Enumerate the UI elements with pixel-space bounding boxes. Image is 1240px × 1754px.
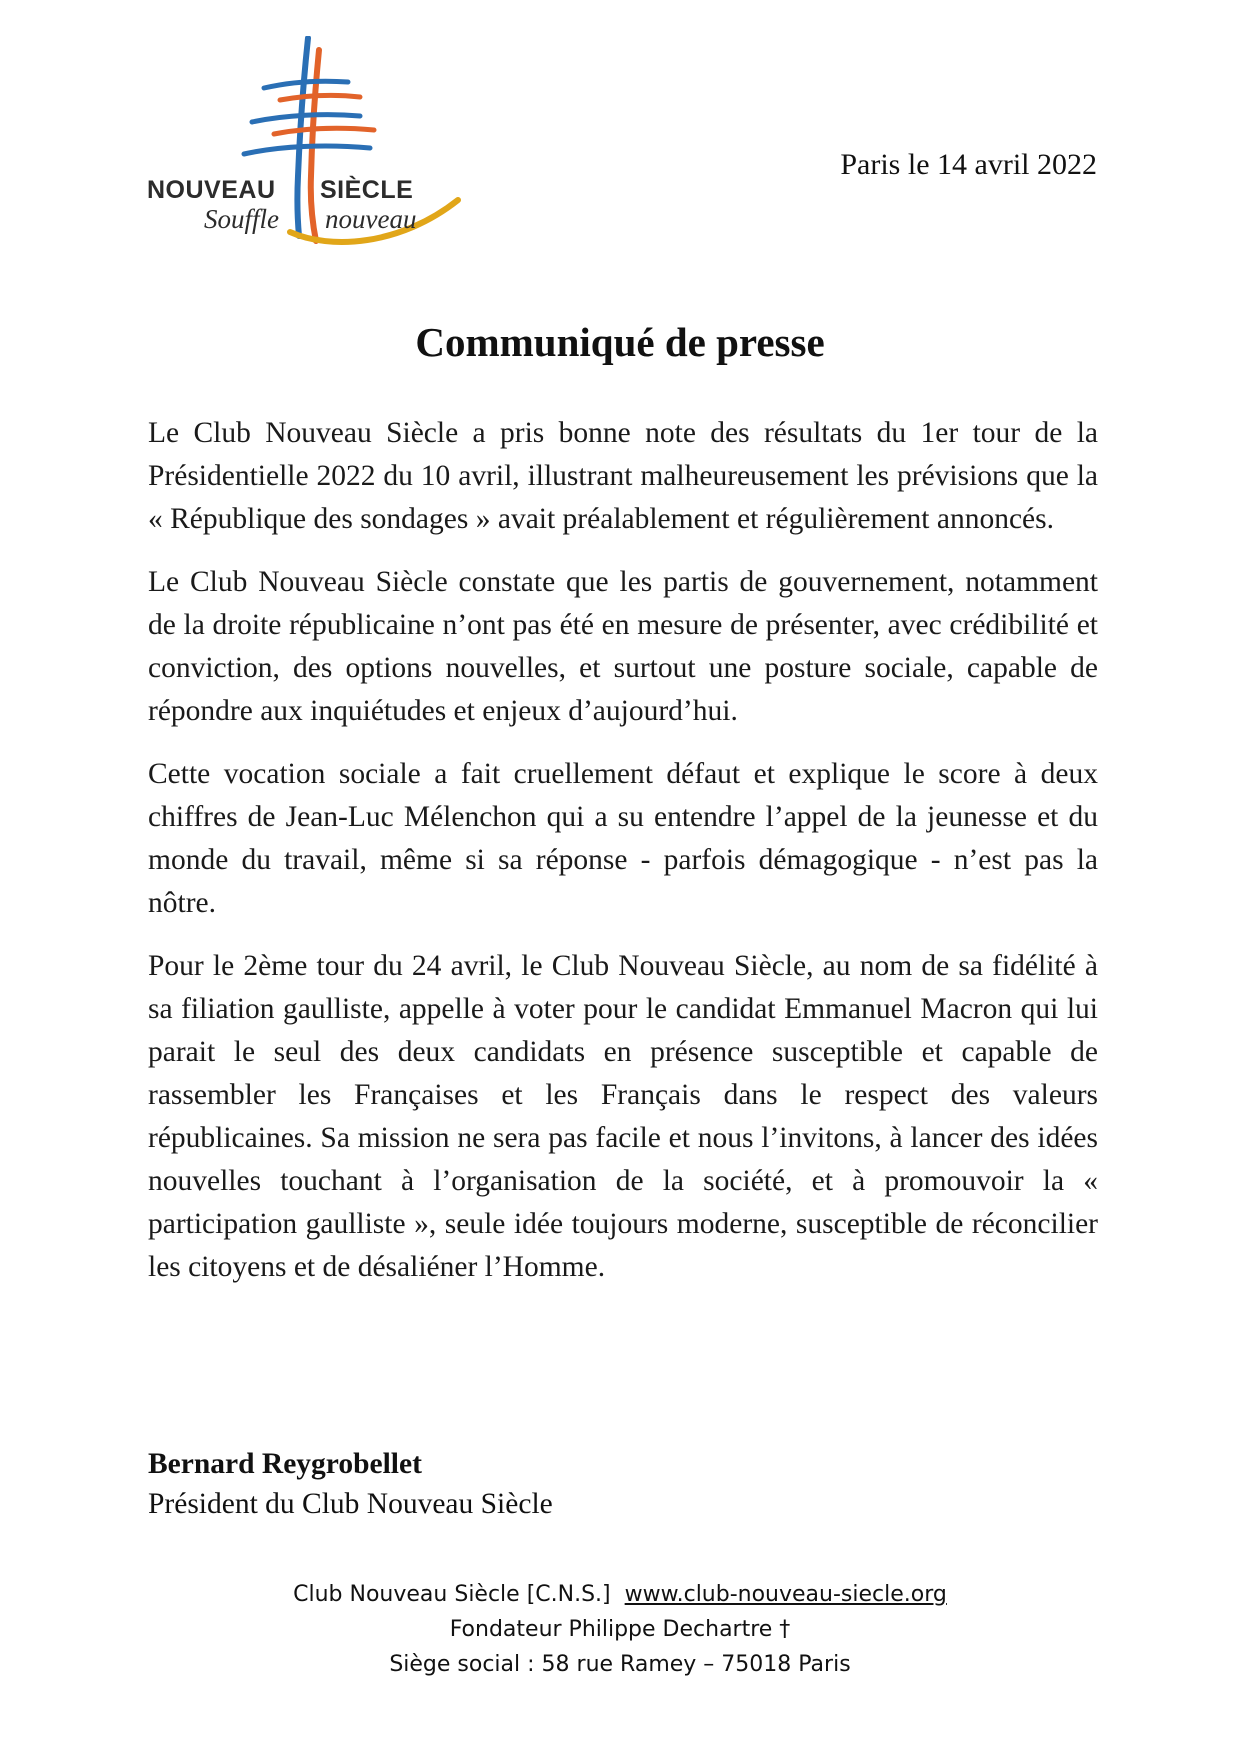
footer-org-line [0,1577,1240,1612]
logo-word-nouveau: NOUVEAU [147,176,276,204]
footer-org-name: Club Nouveau Siècle [C.N.S.] [293,1582,611,1607]
document-date: Paris le 14 avril 2022 [840,148,1097,181]
footer-address: Siège social : 58 rue Ramey – 75018 Paris [389,1652,851,1677]
paragraph-1: Le Club Nouveau Siècle a pris bonne note des résultats du 1er tour de la Présidentielle 2022 du 10 avril, illustrant malheureusement les prévisions que la « République des sondages » avait préalablement et régulièrement annoncés. [148,417,1098,535]
club-logo [140,36,490,256]
paragraph-4: Pour le 2ème tour du 24 avril, le Club Nouveau Siècle, au nom de sa fidélité à sa filiation gaulliste, appelle à voter pour le candidat Emmanuel Macron qui lui parait le seul des deux candidats en présence susceptible et capable de rassembler les Françaises et les Français dans le respect des valeurs républicaines. Sa mission ne sera pas facile et nous l’invitons, à lancer des idées nouvelles touchant à l’organisation de la société, et à promouvoir la « participation gaulliste », seule idée toujours moderne, susceptible de réconcilier les citoyens et de désaliéner l’Homme. [148,950,1098,1283]
document-footer [0,1577,1240,1682]
paragraph-2: Le Club Nouveau Siècle constate que les partis de gouvernement, notamment de la droite républicaine n’ont pas été en mesure de présenter, avec crédibilité et conviction, des options nouvelles, et surtout une posture sociale, capable de répondre aux inquiétudes et enjeux d’aujourd’hui. [148,566,1098,727]
document-title: Communiqué de presse [415,319,825,365]
logo-word-siecle: SIÈCLE [320,176,414,204]
signature-block [148,1444,553,1524]
document-body [148,412,1098,1309]
signatory-name: Bernard Reygrobellet [148,1448,422,1480]
logo-cross-emblem [140,36,490,256]
footer-website-link[interactable]: www.club-nouveau-siecle.org [624,1582,947,1607]
logo-tagline-souffle: Souffle [204,204,279,234]
logo-tagline-nouveau: nouveau [325,204,417,234]
paragraph-3: Cette vocation sociale a fait cruellement défaut et explique le score à deux chiffres de Jean-Luc Mélenchon qui a su entendre l’appel de la jeunesse et du monde du travail, même si sa réponse - parfois démagogique - n’est pas la nôtre. [148,758,1098,919]
signatory-role: Président du Club Nouveau Siècle [148,1488,553,1520]
footer-founder: Fondateur Philippe Dechartre † [449,1617,791,1642]
